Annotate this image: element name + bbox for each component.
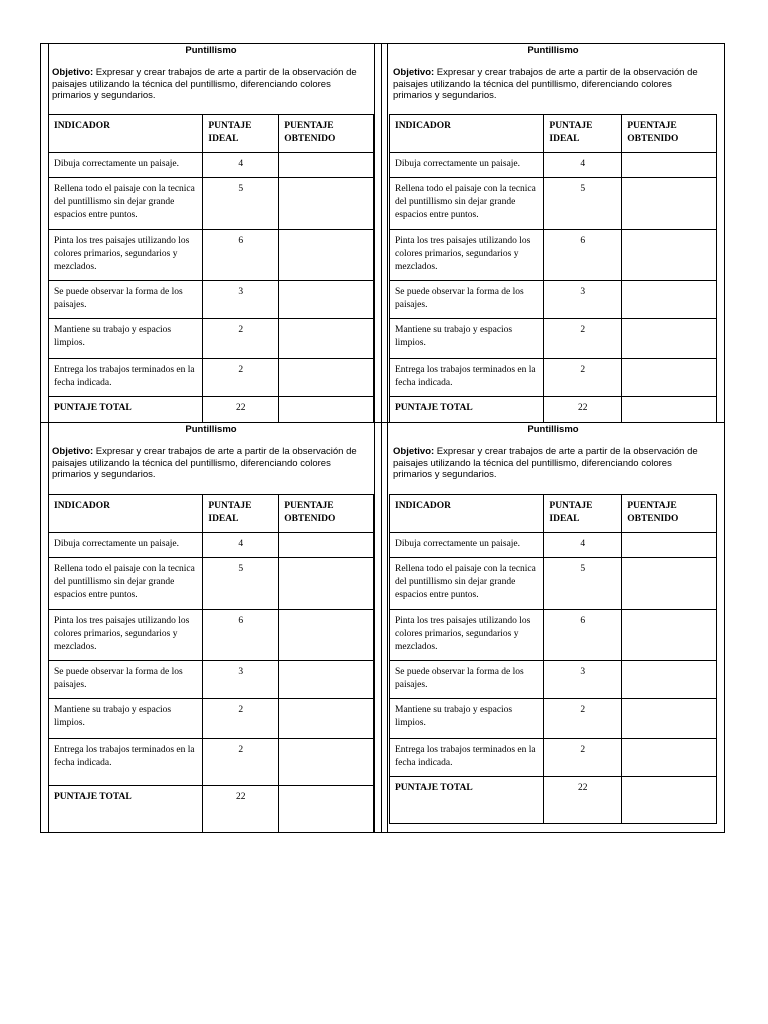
obtained-score-cell[interactable] (622, 178, 717, 230)
header-puntaje-obtenido: PUENTAJE OBTENIDO (622, 495, 717, 533)
ideal-score-cell: 5 (544, 558, 622, 610)
ideal-score-cell: 4 (203, 533, 279, 558)
table-row (390, 178, 717, 230)
table-row (390, 281, 717, 319)
obtained-score-cell[interactable] (622, 359, 717, 397)
table-header-row (390, 115, 717, 153)
rubric-objective (52, 446, 370, 481)
obtained-score-cell[interactable] (622, 281, 717, 319)
obtained-score-cell[interactable] (279, 153, 374, 178)
indicador-cell: Mantiene su trabajo y espacios limpios. (49, 319, 203, 359)
rubric-card (389, 43, 717, 423)
obtained-score-cell[interactable] (279, 661, 374, 699)
obtained-score-cell[interactable] (622, 699, 717, 739)
table-header-row (49, 115, 374, 153)
obtained-score-cell[interactable] (279, 319, 374, 359)
rubric-table (48, 494, 374, 833)
indicador-cell: Se puede observar la forma de los paisajes. (49, 661, 203, 699)
indicador-cell: Entrega los trabajos terminados en la fecha indicada. (390, 359, 544, 397)
table-row (390, 739, 717, 777)
objective-text: Expresar y crear trabajos de arte a partir de la observación de paisajes utilizando la técnica del puntillismo, diferenciando colores primarios y segundarios. (52, 446, 357, 480)
obtained-score-cell[interactable] (279, 178, 374, 230)
rubric-objective (393, 446, 713, 481)
total-ideal-score: 22 (203, 397, 279, 423)
table-total-row (390, 397, 717, 423)
indicador-cell: Pinta los tres paisajes utilizando los colores primarios, segundarios y mezclados. (49, 230, 203, 281)
obtained-score-cell[interactable] (622, 661, 717, 699)
table-header-row (49, 495, 374, 533)
ideal-score-cell: 2 (544, 739, 622, 777)
rubric-title: Puntillismo (527, 45, 579, 56)
table-row (49, 558, 374, 610)
obtained-score-cell[interactable] (622, 739, 717, 777)
table-row (390, 319, 717, 359)
obtained-score-cell[interactable] (622, 230, 717, 281)
indicador-cell: Se puede observar la forma de los paisajes. (390, 281, 544, 319)
table-total-row (49, 786, 374, 833)
ideal-score-cell: 2 (203, 359, 279, 397)
header-puntaje-obtenido: PUENTAJE OBTENIDO (279, 495, 374, 533)
table-row (390, 230, 717, 281)
column-divider (374, 43, 375, 833)
header-indicador: INDICADOR (49, 495, 203, 533)
ideal-score-cell: 3 (544, 661, 622, 699)
table-row (49, 319, 374, 359)
total-label: PUNTAJE TOTAL (49, 397, 203, 423)
obtained-score-cell[interactable] (279, 739, 374, 786)
table-row (49, 153, 374, 178)
total-ideal-score: 22 (544, 777, 622, 824)
table-row (49, 281, 374, 319)
total-obtained-score[interactable] (622, 777, 717, 824)
objective-text: Expresar y crear trabajos de arte a partir de la observación de paisajes utilizando la técnica del puntillismo, diferenciando colores primarios y segundarios. (393, 446, 698, 480)
ideal-score-cell: 4 (544, 533, 622, 558)
obtained-score-cell[interactable] (279, 610, 374, 661)
total-obtained-score[interactable] (279, 397, 374, 423)
table-row (49, 533, 374, 558)
header-indicador: INDICADOR (390, 115, 544, 153)
rubric-title: Puntillismo (185, 45, 237, 56)
objective-text: Expresar y crear trabajos de arte a partir de la observación de paisajes utilizando la técnica del puntillismo, diferenciando colores primarios y segundarios. (393, 67, 698, 101)
table-total-row (390, 777, 717, 824)
objective-label: Objetivo: (52, 67, 94, 78)
rubric-card (48, 43, 374, 423)
obtained-score-cell[interactable] (279, 533, 374, 558)
table-row (49, 178, 374, 230)
ideal-score-cell: 5 (203, 178, 279, 230)
obtained-score-cell[interactable] (622, 533, 717, 558)
indicador-cell: Pinta los tres paisajes utilizando los colores primarios, segundarios y mezclados. (390, 610, 544, 661)
ideal-score-cell: 5 (203, 558, 279, 610)
indicador-cell: Se puede observar la forma de los paisajes. (49, 281, 203, 319)
rubric-table (389, 494, 717, 824)
obtained-score-cell[interactable] (622, 153, 717, 178)
objective-text: Expresar y crear trabajos de arte a partir de la observación de paisajes utilizando la técnica del puntillismo, diferenciando colores primarios y segundarios. (52, 67, 357, 101)
ideal-score-cell: 4 (544, 153, 622, 178)
obtained-score-cell[interactable] (622, 610, 717, 661)
total-ideal-score: 22 (544, 397, 622, 423)
total-label: PUNTAJE TOTAL (390, 777, 544, 824)
indicador-cell: Dibuja correctamente un paisaje. (49, 533, 203, 558)
header-indicador: INDICADOR (390, 495, 544, 533)
header-puntaje-ideal: PUNTAJE IDEAL (203, 115, 279, 153)
indicador-cell: Rellena todo el paisaje con la tecnica del puntillismo sin dejar grande espacios entre puntos. (49, 178, 203, 230)
obtained-score-cell[interactable] (622, 558, 717, 610)
ideal-score-cell: 2 (203, 739, 279, 786)
obtained-score-cell[interactable] (279, 359, 374, 397)
ideal-score-cell: 5 (544, 178, 622, 230)
objective-label: Objetivo: (393, 67, 435, 78)
objective-label: Objetivo: (52, 446, 94, 457)
obtained-score-cell[interactable] (279, 558, 374, 610)
indicador-cell: Dibuja correctamente un paisaje. (390, 153, 544, 178)
obtained-score-cell[interactable] (279, 699, 374, 739)
total-label: PUNTAJE TOTAL (49, 786, 203, 833)
header-puntaje-ideal: PUNTAJE IDEAL (544, 495, 622, 533)
table-row (390, 699, 717, 739)
table-row (390, 558, 717, 610)
ideal-score-cell: 6 (203, 610, 279, 661)
rubric-title: Puntillismo (185, 424, 237, 435)
indicador-cell: Pinta los tres paisajes utilizando los colores primarios, segundarios y mezclados. (49, 610, 203, 661)
indicador-cell: Pinta los tres paisajes utilizando los colores primarios, segundarios y mezclados. (390, 230, 544, 281)
table-row (49, 739, 374, 786)
total-obtained-score[interactable] (279, 786, 374, 833)
ideal-score-cell: 3 (203, 661, 279, 699)
total-obtained-score[interactable] (622, 397, 717, 423)
header-puntaje-ideal: PUNTAJE IDEAL (544, 115, 622, 153)
ideal-score-cell: 4 (203, 153, 279, 178)
ideal-score-cell: 2 (203, 699, 279, 739)
ideal-score-cell: 3 (203, 281, 279, 319)
header-puntaje-ideal: PUNTAJE IDEAL (203, 495, 279, 533)
table-row (390, 661, 717, 699)
rubric-card (48, 422, 374, 832)
indicador-cell: Rellena todo el paisaje con la tecnica del puntillismo sin dejar grande espacios entre puntos. (390, 558, 544, 610)
table-total-row (49, 397, 374, 423)
table-row (49, 610, 374, 661)
ideal-score-cell: 2 (544, 359, 622, 397)
indicador-cell: Mantiene su trabajo y espacios limpios. (390, 319, 544, 359)
column-divider (381, 43, 382, 833)
indicador-cell: Mantiene su trabajo y espacios limpios. (390, 699, 544, 739)
table-row (390, 533, 717, 558)
indicador-cell: Dibuja correctamente un paisaje. (390, 533, 544, 558)
obtained-score-cell[interactable] (279, 281, 374, 319)
ideal-score-cell: 2 (544, 319, 622, 359)
table-row (390, 359, 717, 397)
indicador-cell: Dibuja correctamente un paisaje. (49, 153, 203, 178)
header-puntaje-obtenido: PUENTAJE OBTENIDO (622, 115, 717, 153)
ideal-score-cell: 2 (203, 319, 279, 359)
ideal-score-cell: 6 (544, 230, 622, 281)
indicador-cell: Entrega los trabajos terminados en la fecha indicada. (49, 739, 203, 786)
ideal-score-cell: 6 (544, 610, 622, 661)
indicador-cell: Rellena todo el paisaje con la tecnica del puntillismo sin dejar grande espacios entre puntos. (390, 178, 544, 230)
table-header-row (390, 495, 717, 533)
indicador-cell: Rellena todo el paisaje con la tecnica del puntillismo sin dejar grande espacios entre puntos. (49, 558, 203, 610)
ideal-score-cell: 6 (203, 230, 279, 281)
rubric-title: Puntillismo (527, 424, 579, 435)
table-row (49, 230, 374, 281)
rubric-objective (393, 67, 713, 102)
table-row (49, 699, 374, 739)
ideal-score-cell: 2 (544, 699, 622, 739)
ideal-score-cell: 3 (544, 281, 622, 319)
objective-label: Objetivo: (393, 446, 435, 457)
table-row (49, 359, 374, 397)
table-row (49, 661, 374, 699)
column-divider (387, 43, 388, 833)
indicador-cell: Entrega los trabajos terminados en la fecha indicada. (390, 739, 544, 777)
header-indicador: INDICADOR (49, 115, 203, 153)
total-ideal-score: 22 (203, 786, 279, 833)
rubric-table (48, 114, 374, 423)
rubric-card (389, 422, 717, 832)
table-row (390, 153, 717, 178)
rubric-objective (52, 67, 370, 102)
indicador-cell: Mantiene su trabajo y espacios limpios. (49, 699, 203, 739)
obtained-score-cell[interactable] (622, 319, 717, 359)
indicador-cell: Entrega los trabajos terminados en la fecha indicada. (49, 359, 203, 397)
rubric-table (389, 114, 717, 423)
total-label: PUNTAJE TOTAL (390, 397, 544, 423)
indicador-cell: Se puede observar la forma de los paisajes. (390, 661, 544, 699)
header-puntaje-obtenido: PUENTAJE OBTENIDO (279, 115, 374, 153)
table-row (390, 610, 717, 661)
obtained-score-cell[interactable] (279, 230, 374, 281)
